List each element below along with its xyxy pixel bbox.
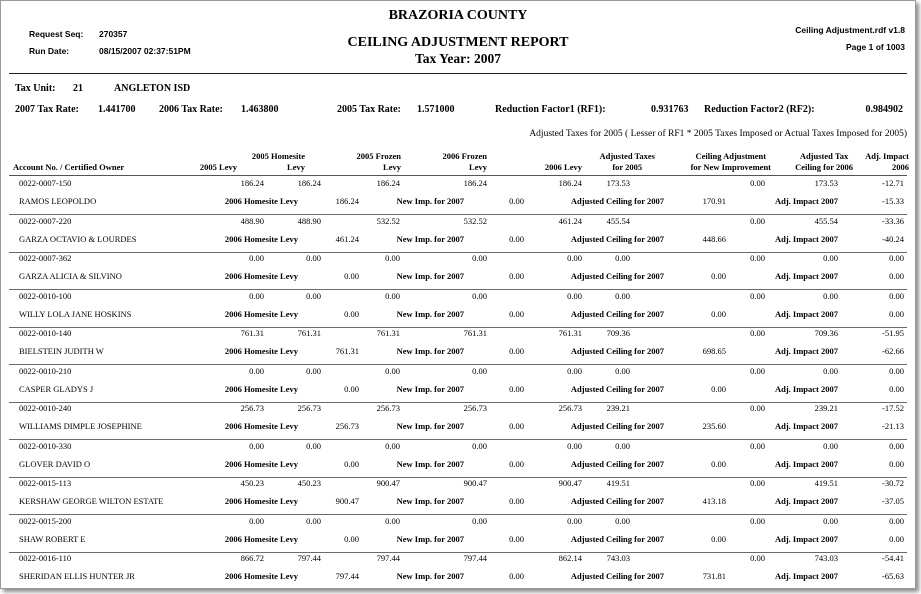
cell-adjceil2007: 448.66 xyxy=(702,233,726,244)
cell-homesite2005: 797.44 xyxy=(297,553,321,563)
cell-adjceil2007: 0.00 xyxy=(711,383,726,394)
cell-levy2005: 488.90 xyxy=(240,215,264,226)
cell-newimp: 0.00 xyxy=(509,571,524,581)
label-newimp: New Imp. for 2007 xyxy=(396,533,464,544)
record-row xyxy=(1,441,915,478)
record-row xyxy=(1,478,915,515)
cell-frozen2006: 797.44 xyxy=(463,553,487,563)
cell-frozen2006: 0.00 xyxy=(472,365,487,376)
cell-adjceil2007: 0.00 xyxy=(711,308,726,319)
cell-homesite2006: 461.24 xyxy=(335,233,359,244)
cell-levy2005: 186.24 xyxy=(240,178,264,188)
cell-newimp: 0.00 xyxy=(509,458,524,469)
rate-2006-label: 2006 Tax Rate: xyxy=(159,104,223,115)
tax-unit-code: 21 xyxy=(73,83,83,94)
cell-homesite2005: 0.00 xyxy=(306,253,321,263)
cell-levy2005: 0.00 xyxy=(249,253,264,263)
cell-homesite2005: 0.00 xyxy=(306,290,321,301)
cell-newimp: 0.00 xyxy=(509,421,524,431)
cell-homesite2005: 0.00 xyxy=(306,365,321,376)
cell-impact2007: 0.00 xyxy=(889,271,904,281)
label-impact2007: Adj. Impact 2007 xyxy=(774,533,838,544)
cell-homesite2005: 761.31 xyxy=(297,328,321,338)
cell-levy2005: 256.73 xyxy=(240,403,264,413)
label-adjceil2007: Adjusted Ceiling for 2007 xyxy=(570,196,664,206)
label-impact2007: Adj. Impact 2007 xyxy=(774,271,838,281)
record-row xyxy=(1,403,915,440)
cell-owner: SHERIDAN ELLIS HUNTER JR xyxy=(19,571,135,581)
cell-levy2006: 0.00 xyxy=(567,440,582,451)
cell-frozen2005: 0.00 xyxy=(385,290,400,301)
cell-owner: BIELSTEIN JUDITH W xyxy=(19,346,104,356)
cell-impact2007: 0.00 xyxy=(889,383,904,394)
cell-homesite2006: 797.44 xyxy=(335,571,359,581)
label-impact2007: Adj. Impact 2007 xyxy=(774,458,838,469)
page-number: Page 1 of 1003 xyxy=(845,42,905,52)
cell-impact2006: -54.41 xyxy=(882,553,904,563)
cell-impact2007: -21.13 xyxy=(882,421,904,431)
cell-newimp: 0.00 xyxy=(509,346,524,356)
cell-ceiladj: 0.00 xyxy=(750,515,765,526)
cell-impact2007: 0.00 xyxy=(889,308,904,319)
label-homesite2006: 2006 Homesite Levy xyxy=(224,421,298,431)
cell-owner: GARZA ALICIA & SILVINO xyxy=(19,271,122,281)
adjusted-taxes-note: Adjusted Taxes for 2005 ( Lesser of RF1 * 2005 Taxes Imposed or Actual Taxes Imposed for 2005) xyxy=(529,129,907,139)
cell-frozen2006: 186.24 xyxy=(463,178,487,188)
cell-frozen2005: 0.00 xyxy=(385,440,400,451)
cell-adjceil: 173.53 xyxy=(814,178,838,188)
label-homesite2006: 2006 Homesite Levy xyxy=(224,346,298,356)
label-impact2007: Adj. Impact 2007 xyxy=(774,308,838,319)
cell-owner: WILLY LOLA JANE HOSKINS xyxy=(19,308,132,319)
cell-ceiladj: 0.00 xyxy=(750,553,765,563)
cell-homesite2006: 900.47 xyxy=(335,496,359,506)
record-row xyxy=(1,328,915,365)
label-homesite2006: 2006 Homesite Levy xyxy=(224,496,298,506)
cell-adjceil: 709.36 xyxy=(814,328,838,338)
report-file-name: Ceiling Adjustment.rdf v1.8 xyxy=(795,25,905,35)
label-adjceil2007: Adjusted Ceiling for 2007 xyxy=(570,346,664,356)
cell-newimp: 0.00 xyxy=(509,496,524,506)
cell-adjtax: 419.51 xyxy=(606,478,630,488)
cell-owner: RAMOS LEOPOLDO xyxy=(19,196,97,206)
cell-frozen2006: 761.31 xyxy=(463,328,487,338)
cell-adjceil: 0.00 xyxy=(823,440,838,451)
record-row xyxy=(1,291,915,328)
cell-adjceil2007: 170.91 xyxy=(702,196,726,206)
rf1-value: 0.931763 xyxy=(651,104,689,115)
label-impact2007: Adj. Impact 2007 xyxy=(774,496,838,506)
cell-levy2005: 0.00 xyxy=(249,440,264,451)
cell-adjceil: 455.54 xyxy=(814,215,838,226)
cell-adjceil2007: 731.81 xyxy=(702,571,726,581)
cell-frozen2005: 256.73 xyxy=(376,403,400,413)
cell-impact2007: -62.66 xyxy=(882,346,904,356)
label-newimp: New Imp. for 2007 xyxy=(396,233,464,244)
cell-ceiladj: 0.00 xyxy=(750,290,765,301)
cell-homesite2006: 0.00 xyxy=(344,533,359,544)
cell-impact2006: -30.72 xyxy=(882,478,904,488)
cell-frozen2005: 761.31 xyxy=(376,328,400,338)
cell-frozen2005: 186.24 xyxy=(376,178,400,188)
cell-ceiladj: 0.00 xyxy=(750,478,765,488)
cell-adjtax: 0.00 xyxy=(615,440,630,451)
cell-levy2005: 0.00 xyxy=(249,365,264,376)
cell-frozen2006: 900.47 xyxy=(463,478,487,488)
cell-owner: CASPER GLADYS J xyxy=(19,383,94,394)
record-row xyxy=(1,253,915,290)
cell-adjceil: 0.00 xyxy=(823,290,838,301)
label-adjceil2007: Adjusted Ceiling for 2007 xyxy=(570,421,664,431)
label-homesite2006: 2006 Homesite Levy xyxy=(224,308,298,319)
label-homesite2006: 2006 Homesite Levy xyxy=(224,196,298,206)
cell-frozen2005: 532.52 xyxy=(376,215,400,226)
cell-account: 0022-0010-100 xyxy=(19,290,72,301)
rf1-label: Reduction Factor1 (RF1): xyxy=(495,104,606,115)
header-divider xyxy=(9,73,907,74)
cell-account: 0022-0010-210 xyxy=(19,365,72,376)
cell-adjceil: 239.21 xyxy=(814,403,838,413)
cell-adjceil: 743.03 xyxy=(814,553,838,563)
cell-adjtax: 0.00 xyxy=(615,253,630,263)
rate-2005-label: 2005 Tax Rate: xyxy=(337,104,401,115)
label-homesite2006: 2006 Homesite Levy xyxy=(224,271,298,281)
rate-2005-value: 1.571000 xyxy=(417,104,455,115)
cell-frozen2005: 900.47 xyxy=(376,478,400,488)
run-date-value: 08/15/2007 02:37:51PM xyxy=(99,46,191,56)
cell-adjceil2007: 698.65 xyxy=(702,346,726,356)
cell-impact2006: 0.00 xyxy=(889,440,904,451)
cell-newimp: 0.00 xyxy=(509,383,524,394)
cell-levy2006: 256.73 xyxy=(558,403,582,413)
cell-frozen2005: 0.00 xyxy=(385,253,400,263)
cell-impact2007: -15.33 xyxy=(882,196,904,206)
rf2-value: 0.984902 xyxy=(865,104,903,115)
cell-account: 0022-0010-330 xyxy=(19,440,72,451)
cell-ceiladj: 0.00 xyxy=(750,403,765,413)
county-title: BRAZORIA COUNTY xyxy=(388,8,528,23)
cell-ceiladj: 0.00 xyxy=(750,365,765,376)
cell-levy2005: 866.72 xyxy=(240,553,264,563)
run-date-label: Run Date: xyxy=(29,46,70,56)
cell-owner: WILLIAMS DIMPLE JOSEPHINE xyxy=(19,421,142,431)
cell-levy2006: 0.00 xyxy=(567,515,582,526)
cell-homesite2005: 256.73 xyxy=(297,403,321,413)
label-newimp: New Imp. for 2007 xyxy=(396,458,464,469)
tax-year: Tax Year: 2007 xyxy=(415,51,501,66)
cell-homesite2006: 761.31 xyxy=(335,346,359,356)
record-row xyxy=(1,366,915,403)
cell-homesite2006: 256.73 xyxy=(335,421,359,431)
col-2005-homesite: 2005 Homesite Levy xyxy=(251,151,305,172)
record-row xyxy=(1,178,915,215)
cell-adjtax: 0.00 xyxy=(615,365,630,376)
cell-owner: GARZA OCTAVIO & LOURDES xyxy=(19,233,137,244)
cell-adjceil2007: 413.18 xyxy=(702,496,726,506)
cell-account: 0022-0016-110 xyxy=(19,553,72,563)
label-impact2007: Adj. Impact 2007 xyxy=(774,346,838,356)
cell-adjceil2007: 0.00 xyxy=(711,533,726,544)
cell-impact2007: 0.00 xyxy=(889,533,904,544)
cell-newimp: 0.00 xyxy=(509,308,524,319)
cell-account: 0022-0007-220 xyxy=(19,215,72,226)
cell-account: 0022-0007-150 xyxy=(19,178,72,188)
cell-ceiladj: 0.00 xyxy=(750,328,765,338)
cell-homesite2005: 186.24 xyxy=(297,178,321,188)
cell-frozen2006: 256.73 xyxy=(463,403,487,413)
cell-newimp: 0.00 xyxy=(509,233,524,244)
label-homesite2006: 2006 Homesite Levy xyxy=(224,458,298,469)
tax-unit-label: Tax Unit: xyxy=(15,83,56,94)
label-adjceil2007: Adjusted Ceiling for 2007 xyxy=(570,571,664,581)
cell-owner: SHAW ROBERT E xyxy=(19,533,86,544)
cell-adjtax: 455.54 xyxy=(606,215,630,226)
cell-adjtax: 743.03 xyxy=(606,553,630,563)
cell-levy2006: 761.31 xyxy=(558,328,582,338)
cell-impact2006: 0.00 xyxy=(889,365,904,376)
cell-impact2006: 0.00 xyxy=(889,290,904,301)
cell-newimp: 0.00 xyxy=(509,533,524,544)
label-adjceil2007: Adjusted Ceiling for 2007 xyxy=(570,496,664,506)
cell-adjceil: 0.00 xyxy=(823,515,838,526)
label-impact2007: Adj. Impact 2007 xyxy=(774,196,838,206)
report-title: CEILING ADJUSTMENT REPORT xyxy=(347,35,569,50)
cell-ceiladj: 0.00 xyxy=(750,440,765,451)
cell-impact2007: 0.00 xyxy=(889,458,904,469)
cell-frozen2006: 0.00 xyxy=(472,253,487,263)
col-2005-frozen: 2005 Frozen Levy xyxy=(356,151,401,172)
col-adj-impact: Adj. Impact 2006 xyxy=(865,151,909,172)
request-seq-value: 270357 xyxy=(99,29,128,39)
cell-impact2006: 0.00 xyxy=(889,515,904,526)
label-adjceil2007: Adjusted Ceiling for 2007 xyxy=(570,458,664,469)
cell-homesite2006: 0.00 xyxy=(344,458,359,469)
label-adjceil2007: Adjusted Ceiling for 2007 xyxy=(570,383,664,394)
cell-account: 0022-0015-200 xyxy=(19,515,72,526)
cell-adjceil: 0.00 xyxy=(823,253,838,263)
cell-levy2006: 461.24 xyxy=(558,215,582,226)
label-newimp: New Imp. for 2007 xyxy=(396,196,464,206)
cell-levy2005: 450.23 xyxy=(240,478,264,488)
cell-impact2006: -33.36 xyxy=(882,215,904,226)
label-newimp: New Imp. for 2007 xyxy=(396,383,464,394)
cell-levy2006: 0.00 xyxy=(567,290,582,301)
label-newimp: New Imp. for 2007 xyxy=(396,346,464,356)
column-header-divider xyxy=(9,175,907,176)
cell-account: 0022-0010-240 xyxy=(19,403,72,413)
cell-impact2007: -40.24 xyxy=(882,233,904,244)
cell-adjtax: 709.36 xyxy=(606,328,630,338)
tax-unit-name: ANGLETON ISD xyxy=(114,83,191,94)
cell-frozen2006: 0.00 xyxy=(472,440,487,451)
record-row xyxy=(1,553,915,589)
rate-2007-value: 1.441700 xyxy=(98,104,136,115)
cell-newimp: 0.00 xyxy=(509,271,524,281)
col-2006-levy: 2006 Levy xyxy=(544,162,582,172)
cell-ceiladj: 0.00 xyxy=(750,215,765,226)
cell-levy2006: 0.00 xyxy=(567,253,582,263)
rf2-label: Reduction Factor2 (RF2): xyxy=(704,104,815,115)
cell-adjtax: 173.53 xyxy=(606,178,630,188)
cell-homesite2006: 0.00 xyxy=(344,308,359,319)
cell-adjtax: 0.00 xyxy=(615,290,630,301)
cell-homesite2005: 450.23 xyxy=(297,478,321,488)
cell-adjtax: 239.21 xyxy=(606,403,630,413)
label-homesite2006: 2006 Homesite Levy xyxy=(224,533,298,544)
label-adjceil2007: Adjusted Ceiling for 2007 xyxy=(570,533,664,544)
cell-homesite2005: 0.00 xyxy=(306,440,321,451)
cell-adjceil2007: 0.00 xyxy=(711,271,726,281)
request-seq-label: Request Seq: xyxy=(29,29,84,39)
cell-account: 0022-0015-113 xyxy=(19,478,72,488)
cell-impact2006: -17.52 xyxy=(882,403,904,413)
cell-levy2005: 0.00 xyxy=(249,290,264,301)
cell-frozen2006: 532.52 xyxy=(463,215,487,226)
cell-adjceil: 0.00 xyxy=(823,365,838,376)
cell-impact2007: -37.05 xyxy=(882,496,904,506)
cell-adjceil: 419.51 xyxy=(814,478,838,488)
cell-owner: GLOVER DAVID O xyxy=(19,458,91,469)
cell-ceiladj: 0.00 xyxy=(750,178,765,188)
col-2006-frozen: 2006 Frozen Levy xyxy=(442,151,487,172)
cell-ceiladj: 0.00 xyxy=(750,253,765,263)
rate-2006-value: 1.463800 xyxy=(241,104,279,115)
cell-homesite2005: 488.90 xyxy=(297,215,321,226)
label-adjceil2007: Adjusted Ceiling for 2007 xyxy=(570,308,664,319)
cell-homesite2006: 0.00 xyxy=(344,383,359,394)
cell-levy2005: 761.31 xyxy=(240,328,264,338)
label-newimp: New Imp. for 2007 xyxy=(396,496,464,506)
rate-2007-label: 2007 Tax Rate: xyxy=(15,104,79,115)
cell-owner: KERSHAW GEORGE WILTON ESTATE xyxy=(19,496,164,506)
label-newimp: New Imp. for 2007 xyxy=(396,571,464,581)
record-row xyxy=(1,216,915,253)
cell-account: 0022-0010-140 xyxy=(19,328,72,338)
label-newimp: New Imp. for 2007 xyxy=(396,421,464,431)
cell-homesite2006: 0.00 xyxy=(344,271,359,281)
cell-levy2006: 0.00 xyxy=(567,365,582,376)
label-impact2007: Adj. Impact 2007 xyxy=(774,421,838,431)
cell-levy2005: 0.00 xyxy=(249,515,264,526)
label-adjceil2007: Adjusted Ceiling for 2007 xyxy=(570,233,664,244)
col-account-owner: Account No. / Certified Owner xyxy=(13,162,125,172)
cell-adjceil2007: 235.60 xyxy=(702,421,726,431)
col-2005-levy: 2005 Levy xyxy=(199,162,237,172)
label-impact2007: Adj. Impact 2007 xyxy=(774,383,838,394)
cell-frozen2006: 0.00 xyxy=(472,290,487,301)
cell-frozen2005: 0.00 xyxy=(385,515,400,526)
label-homesite2006: 2006 Homesite Levy xyxy=(224,383,298,394)
cell-impact2006: -12.71 xyxy=(882,178,904,188)
label-newimp: New Imp. for 2007 xyxy=(396,271,464,281)
label-adjceil2007: Adjusted Ceiling for 2007 xyxy=(570,271,664,281)
cell-levy2006: 900.47 xyxy=(558,478,582,488)
col-adjusted-taxes: Adjusted Taxes for 2005 xyxy=(599,151,655,172)
col-adjusted-ceiling: Adjusted Tax Ceiling for 2006 xyxy=(795,151,853,172)
cell-levy2006: 862.14 xyxy=(558,553,582,563)
col-ceiling-adjustment: Ceiling Adjustment for New Improvement xyxy=(690,151,771,172)
cell-account: 0022-0007-362 xyxy=(19,253,72,263)
cell-impact2006: 0.00 xyxy=(889,253,904,263)
label-homesite2006: 2006 Homesite Levy xyxy=(224,571,298,581)
cell-frozen2006: 0.00 xyxy=(472,515,487,526)
label-newimp: New Imp. for 2007 xyxy=(396,308,464,319)
cell-adjceil2007: 0.00 xyxy=(711,458,726,469)
cell-adjtax: 0.00 xyxy=(615,515,630,526)
cell-frozen2005: 797.44 xyxy=(376,553,400,563)
label-homesite2006: 2006 Homesite Levy xyxy=(224,233,298,244)
cell-homesite2006: 186.24 xyxy=(335,196,359,206)
cell-impact2006: -51.95 xyxy=(882,328,904,338)
cell-newimp: 0.00 xyxy=(509,196,524,206)
cell-impact2007: -65.63 xyxy=(882,571,904,581)
label-impact2007: Adj. Impact 2007 xyxy=(774,571,838,581)
label-impact2007: Adj. Impact 2007 xyxy=(774,233,838,244)
cell-frozen2005: 0.00 xyxy=(385,365,400,376)
record-row xyxy=(1,516,915,553)
cell-homesite2005: 0.00 xyxy=(306,515,321,526)
cell-levy2006: 186.24 xyxy=(558,178,582,188)
